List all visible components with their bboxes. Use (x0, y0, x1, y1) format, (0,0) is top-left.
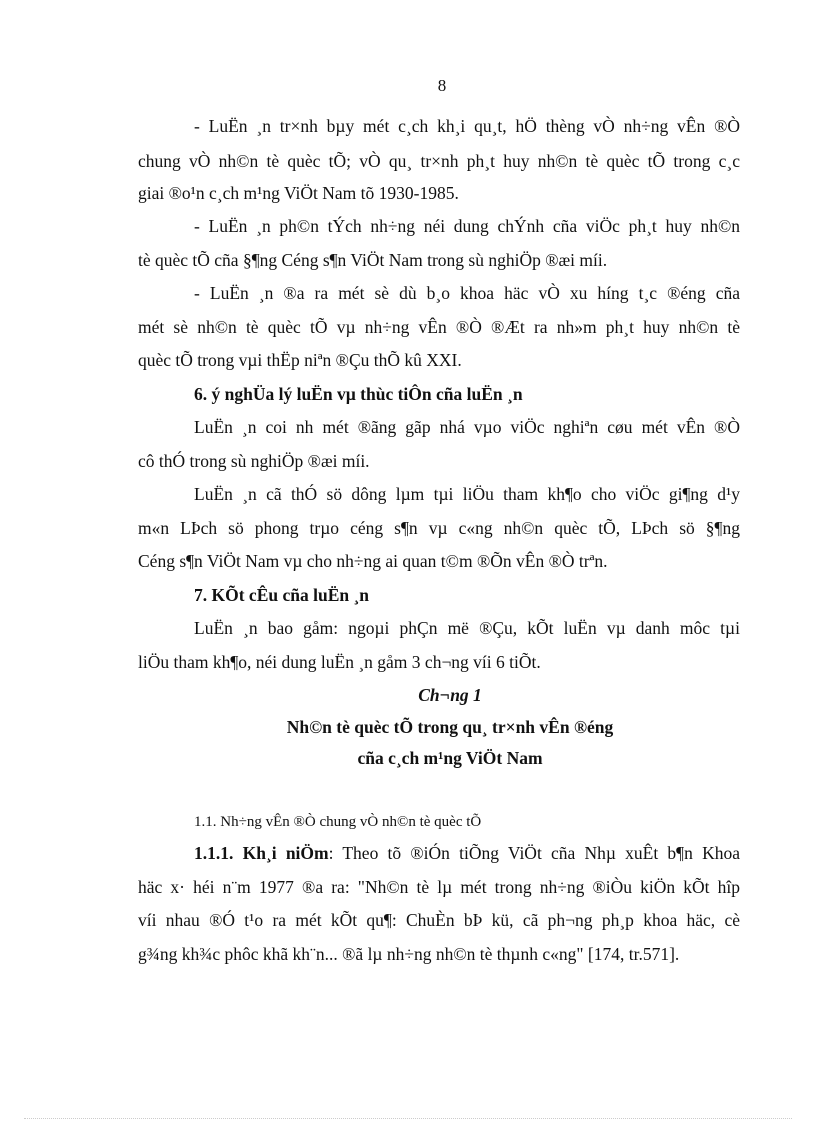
text-line: cô thÓ trong sù nghiÖp ®æi míi. (138, 451, 370, 471)
text-line: häc x· héi n¨m 1977 ®a ra: "Nh©n tè lµ mét trong nh÷ng ®iÒu kiÖn kÕt hîp (138, 877, 740, 897)
section-heading-6: 6. ý nghÜa lý luËn vµ thùc tiÔn cña luËn ¸n (194, 384, 523, 404)
text-line: víi nhau ®Ó t¹o ra mét kÕt qu¶: ChuÈn bÞ kü, cã ph¬ng ph¸p khoa häc, cè (138, 910, 740, 930)
text-line: chung vÒ nh©n tè quèc tÕ; vÒ qu¸ tr×nh ph¸t huy nh©n tè quèc tÕ trong c¸c (138, 151, 740, 171)
text-line: g¾ng kh¾c phôc khã kh¨n... ®ã lµ nh÷ng nh©n tè thµnh c«ng" [174, tr.571]. (138, 944, 680, 964)
text-line: tè quèc tÕ cña §¶ng Céng s¶n ViÖt Nam trong sù nghiÖp ®æi míi. (138, 250, 608, 270)
text-line: quèc tÕ trong vµi thËp niªn ®Çu thÕ kû XXI. (138, 350, 462, 370)
text-line: LuËn ¸n coi nh mét ®ãng gãp nhá vµo viÖc nghiªn cøu mét vÊn ®Ò (194, 417, 740, 437)
page-bottom-divider (24, 1118, 792, 1119)
text-line: LuËn ¸n cã thÓ sö dông lµm tµi liÖu tham kh¶o cho viÖc gi¶ng d¹y (194, 484, 740, 504)
text-line: LuËn ¸n bao gåm: ngoµi phÇn më ®Çu, kÕt luËn vµ danh môc tµi (194, 618, 740, 638)
text-line (138, 843, 740, 864)
chapter-title-line-1: Nh©n tè quèc tÕ trong qu¸ tr×nh vÊn ®éng (286, 717, 614, 737)
chapter-label: Ch¬ng 1 (418, 685, 482, 705)
text-line: mét sè nh©n tè quèc tÕ vµ nh÷ng vÊn ®Ò ®Æt ra nh»m ph¸t huy nh©n tè (138, 317, 740, 337)
text-line: Céng s¶n ViÖt Nam vµ cho nh÷ng ai quan t©m ®Õn vÊn ®Ò trªn. (138, 551, 608, 571)
section-heading-7: 7. KÕt cÊu cña luËn ¸n (194, 585, 370, 605)
text-line-rest: : Theo tõ ®iÓn tiÕng ViÖt cña Nhµ xuÊt b¶n Khoa (328, 843, 740, 863)
text-line: - LuËn ¸n ®a ra mét sè dù b¸o khoa häc vÒ xu híng t¸c ®éng cña (194, 283, 740, 303)
text-line: - LuËn ¸n ph©n tÝch nh÷ng néi dung chÝnh cña viÖc ph¸t huy nh©n (194, 216, 740, 236)
text-line: m«n LÞch sö phong trµo céng s¶n vµ c«ng nh©n quèc tÕ, LÞch sö §¶ng (138, 518, 740, 538)
page-number: 8 (437, 76, 447, 95)
chapter-title-line-2: cña c¸ch m¹ng ViÖt Nam (357, 748, 543, 768)
text-line: - LuËn ¸n tr×nh bµy mét c¸ch kh¸i qu¸t, hÖ thèng vÒ nh÷ng vÊn ®Ò (194, 116, 740, 136)
subsection-heading-1-1-1: 1.1.1. Kh¸i niÖm (194, 843, 329, 863)
subsection-heading-1-1: 1.1. Nh÷ng vÊn ®Ò chung vÒ nh©n tè quèc tÕ (194, 814, 482, 830)
text-line: giai ®o¹n c¸ch m¹ng ViÖt Nam tõ 1930-1985. (138, 183, 459, 203)
text-line: liÖu tham kh¶o, néi dung luËn ¸n gåm 3 ch¬ng víi 6 tiÕt. (138, 652, 541, 672)
